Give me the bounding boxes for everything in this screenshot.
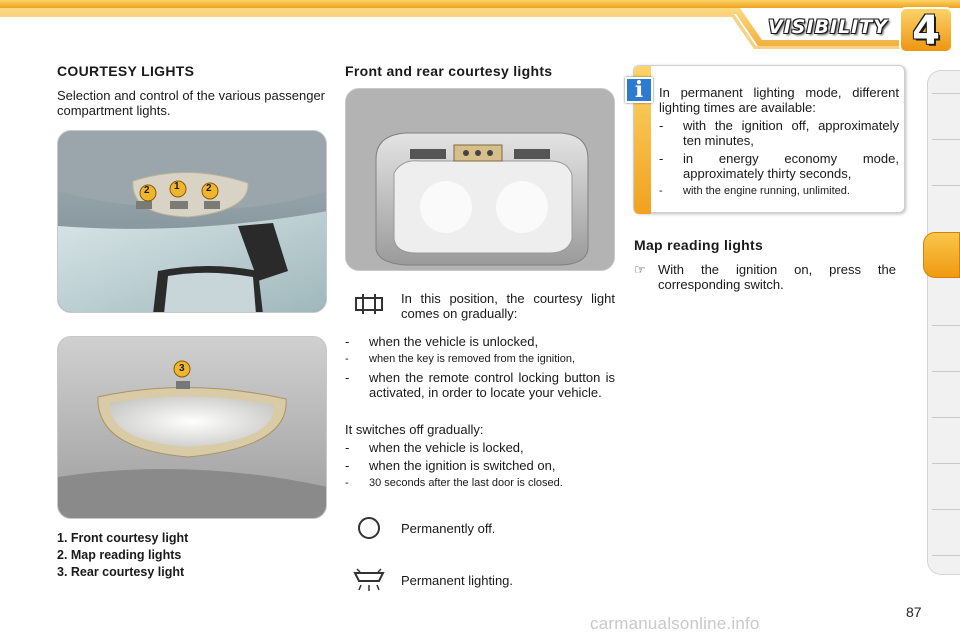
rear-light-photo xyxy=(57,336,327,519)
callout-label: 1 xyxy=(174,181,180,192)
site-watermark: carmanualsonline.info xyxy=(590,614,760,633)
chapter-tabs xyxy=(927,70,960,575)
tab-divider xyxy=(932,139,960,140)
tab-divider xyxy=(932,555,960,556)
door-position-text: In this position, the courtesy light comes on gradually: xyxy=(401,291,615,321)
tab-divider xyxy=(932,417,960,418)
switch-off-list xyxy=(345,440,615,494)
section-title: VISIBILITY xyxy=(768,16,888,38)
legend-item: 1. Front courtesy light xyxy=(57,531,189,545)
list-item: ☞ With the ignition on, press the corresponding switch. xyxy=(634,262,896,292)
front-rear-heading: Front and rear courtesy lights xyxy=(345,63,553,79)
switch-on-list xyxy=(345,334,615,403)
list-item: - 30 seconds after the last door is closed. xyxy=(345,477,563,489)
list-item: - when the vehicle is locked, xyxy=(345,440,524,455)
callout-label: 2 xyxy=(144,185,150,196)
pointer-hand-icon: ☞ xyxy=(634,262,646,277)
courtesy-unit-photo xyxy=(345,88,615,271)
tab-divider xyxy=(932,463,960,464)
list-item: - with the engine running, unlimited. xyxy=(659,185,850,197)
permanent-lighting-text: Permanent lighting. xyxy=(401,573,514,588)
front-lights-photo xyxy=(57,130,327,313)
door-position-icon xyxy=(352,292,386,316)
tab-divider xyxy=(932,371,960,372)
page-number: 87 xyxy=(906,604,922,620)
tab-divider xyxy=(932,185,960,186)
courtesy-unit-illustration xyxy=(346,89,615,271)
info-box xyxy=(633,65,905,213)
list-item: - when the key is removed from the ignition, xyxy=(345,353,576,365)
callout-label: 2 xyxy=(206,183,212,194)
page-header xyxy=(0,0,960,52)
courtesy-lights-intro: Selection and control of the various passenger compartment lights. xyxy=(57,88,325,118)
front-lights-illustration xyxy=(58,131,327,313)
courtesy-lights-heading: COURTESY LIGHTS xyxy=(57,63,195,79)
tab-divider xyxy=(932,325,960,326)
list-item: - when the remote control locking button is activated, in order to locate your vehicle. xyxy=(345,370,615,400)
callout-label: 3 xyxy=(179,363,185,374)
off-position-icon xyxy=(356,515,382,541)
info-intro: In permanent lighting mode, different lighting times are available: xyxy=(659,85,899,115)
photo-legend xyxy=(57,530,188,581)
list-item: - when the ignition is switched on, xyxy=(345,458,556,473)
info-list xyxy=(659,118,899,202)
permanently-off-text: Permanently off. xyxy=(401,521,496,536)
legend-item: 3. Rear courtesy light xyxy=(57,565,185,579)
list-item: - when the vehicle is unlocked, xyxy=(345,334,539,349)
tab-divider xyxy=(932,509,960,510)
list-item: - with the ignition off, approximately ten minutes, xyxy=(659,118,899,148)
map-reading-list xyxy=(634,262,896,295)
tab-chapter-4[interactable] xyxy=(923,232,960,278)
lamp-on-icon xyxy=(351,565,387,593)
tab-divider xyxy=(932,93,960,94)
chapter-number: 4 xyxy=(912,8,940,54)
info-icon: i xyxy=(625,77,653,103)
list-item: - in energy economy mode, approximately thirty seconds, xyxy=(659,151,899,181)
map-reading-heading: Map reading lights xyxy=(634,237,764,253)
legend-item: 2. Map reading lights xyxy=(57,548,182,562)
rear-light-illustration xyxy=(58,337,327,519)
switch-off-intro: It switches off gradually: xyxy=(345,422,484,437)
